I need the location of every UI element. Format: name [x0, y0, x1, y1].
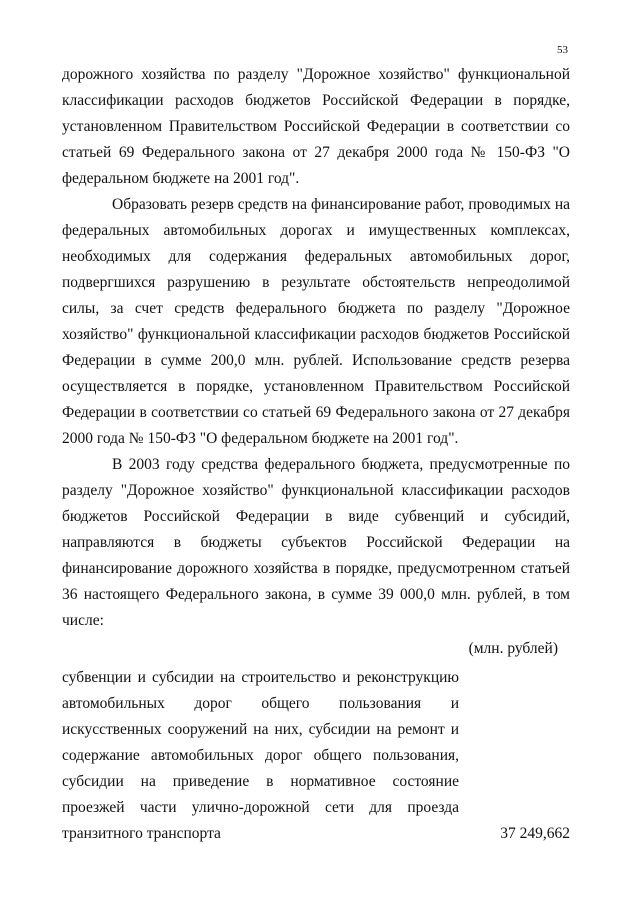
- page-number: 53: [557, 44, 568, 56]
- paragraph-continuation: дорожного хозяйства по разделу "Дорожное хозяйство" функциональной классификации расходов бюджетов Российской Федерации в порядке, установленном Правительством Российской Федерации в соответствии со статьей 69 Федерального закона от 27 декабря 2000 года № 150-ФЗ "О федеральном бюджете на 2001 год".: [62, 66, 570, 187]
- budget-line-item: [62, 665, 570, 847]
- document-body: [62, 62, 570, 634]
- budget-line-item-value: 37 249,662: [500, 825, 570, 842]
- paragraph-2003-budget: В 2003 году средства федерального бюджета, предусмотренные по разделу "Дорожное хозяйство" функциональной классификации расходов бюджетов Российской Федерации в виде субвенций и субсидий, направляются в бюджеты субъектов Российской Федерации на финансирование дорожного хозяйства в порядке, предусмотренном статьей 36 настоящего Федерального закона, в сумме 39 000,0 млн. рублей, в том числе:: [62, 456, 570, 629]
- unit-note: (млн. рублей): [468, 640, 558, 657]
- budget-line-item-text: субвенции и субсидии на строительство и реконструкцию автомобильных дорог общего пользования и искусственных сооружений на них, субсидии на ремонт и содержание автомобильных дорог общего пользования, субсидии на приведение в нормативное состояние проезжей части улично-дорожной сети для проезда транзитного транспорта: [62, 669, 459, 842]
- paragraph-reserve-fund: Образовать резерв средств на финансирование работ, проводимых на федеральных автомобильных дорогах и имущественных комплексах, необходимых для содержания федеральных автомобильных дорог, подвергшихся разрушению в результате обстоятельств непреодолимой силы, за счет средств федерального бюджета по разделу "Дорожное хозяйство" функциональной классификации расходов бюджетов Российской Федерации в сумме 200,0 млн. рублей. Использование средств резерва осуществляется в порядке, установленном Правительством Российской Федерации в соответствии со статьей 69 Федерального закона от 27 декабря 2000 года № 150-ФЗ "О федеральном бюджете на 2001 год".: [62, 196, 570, 447]
